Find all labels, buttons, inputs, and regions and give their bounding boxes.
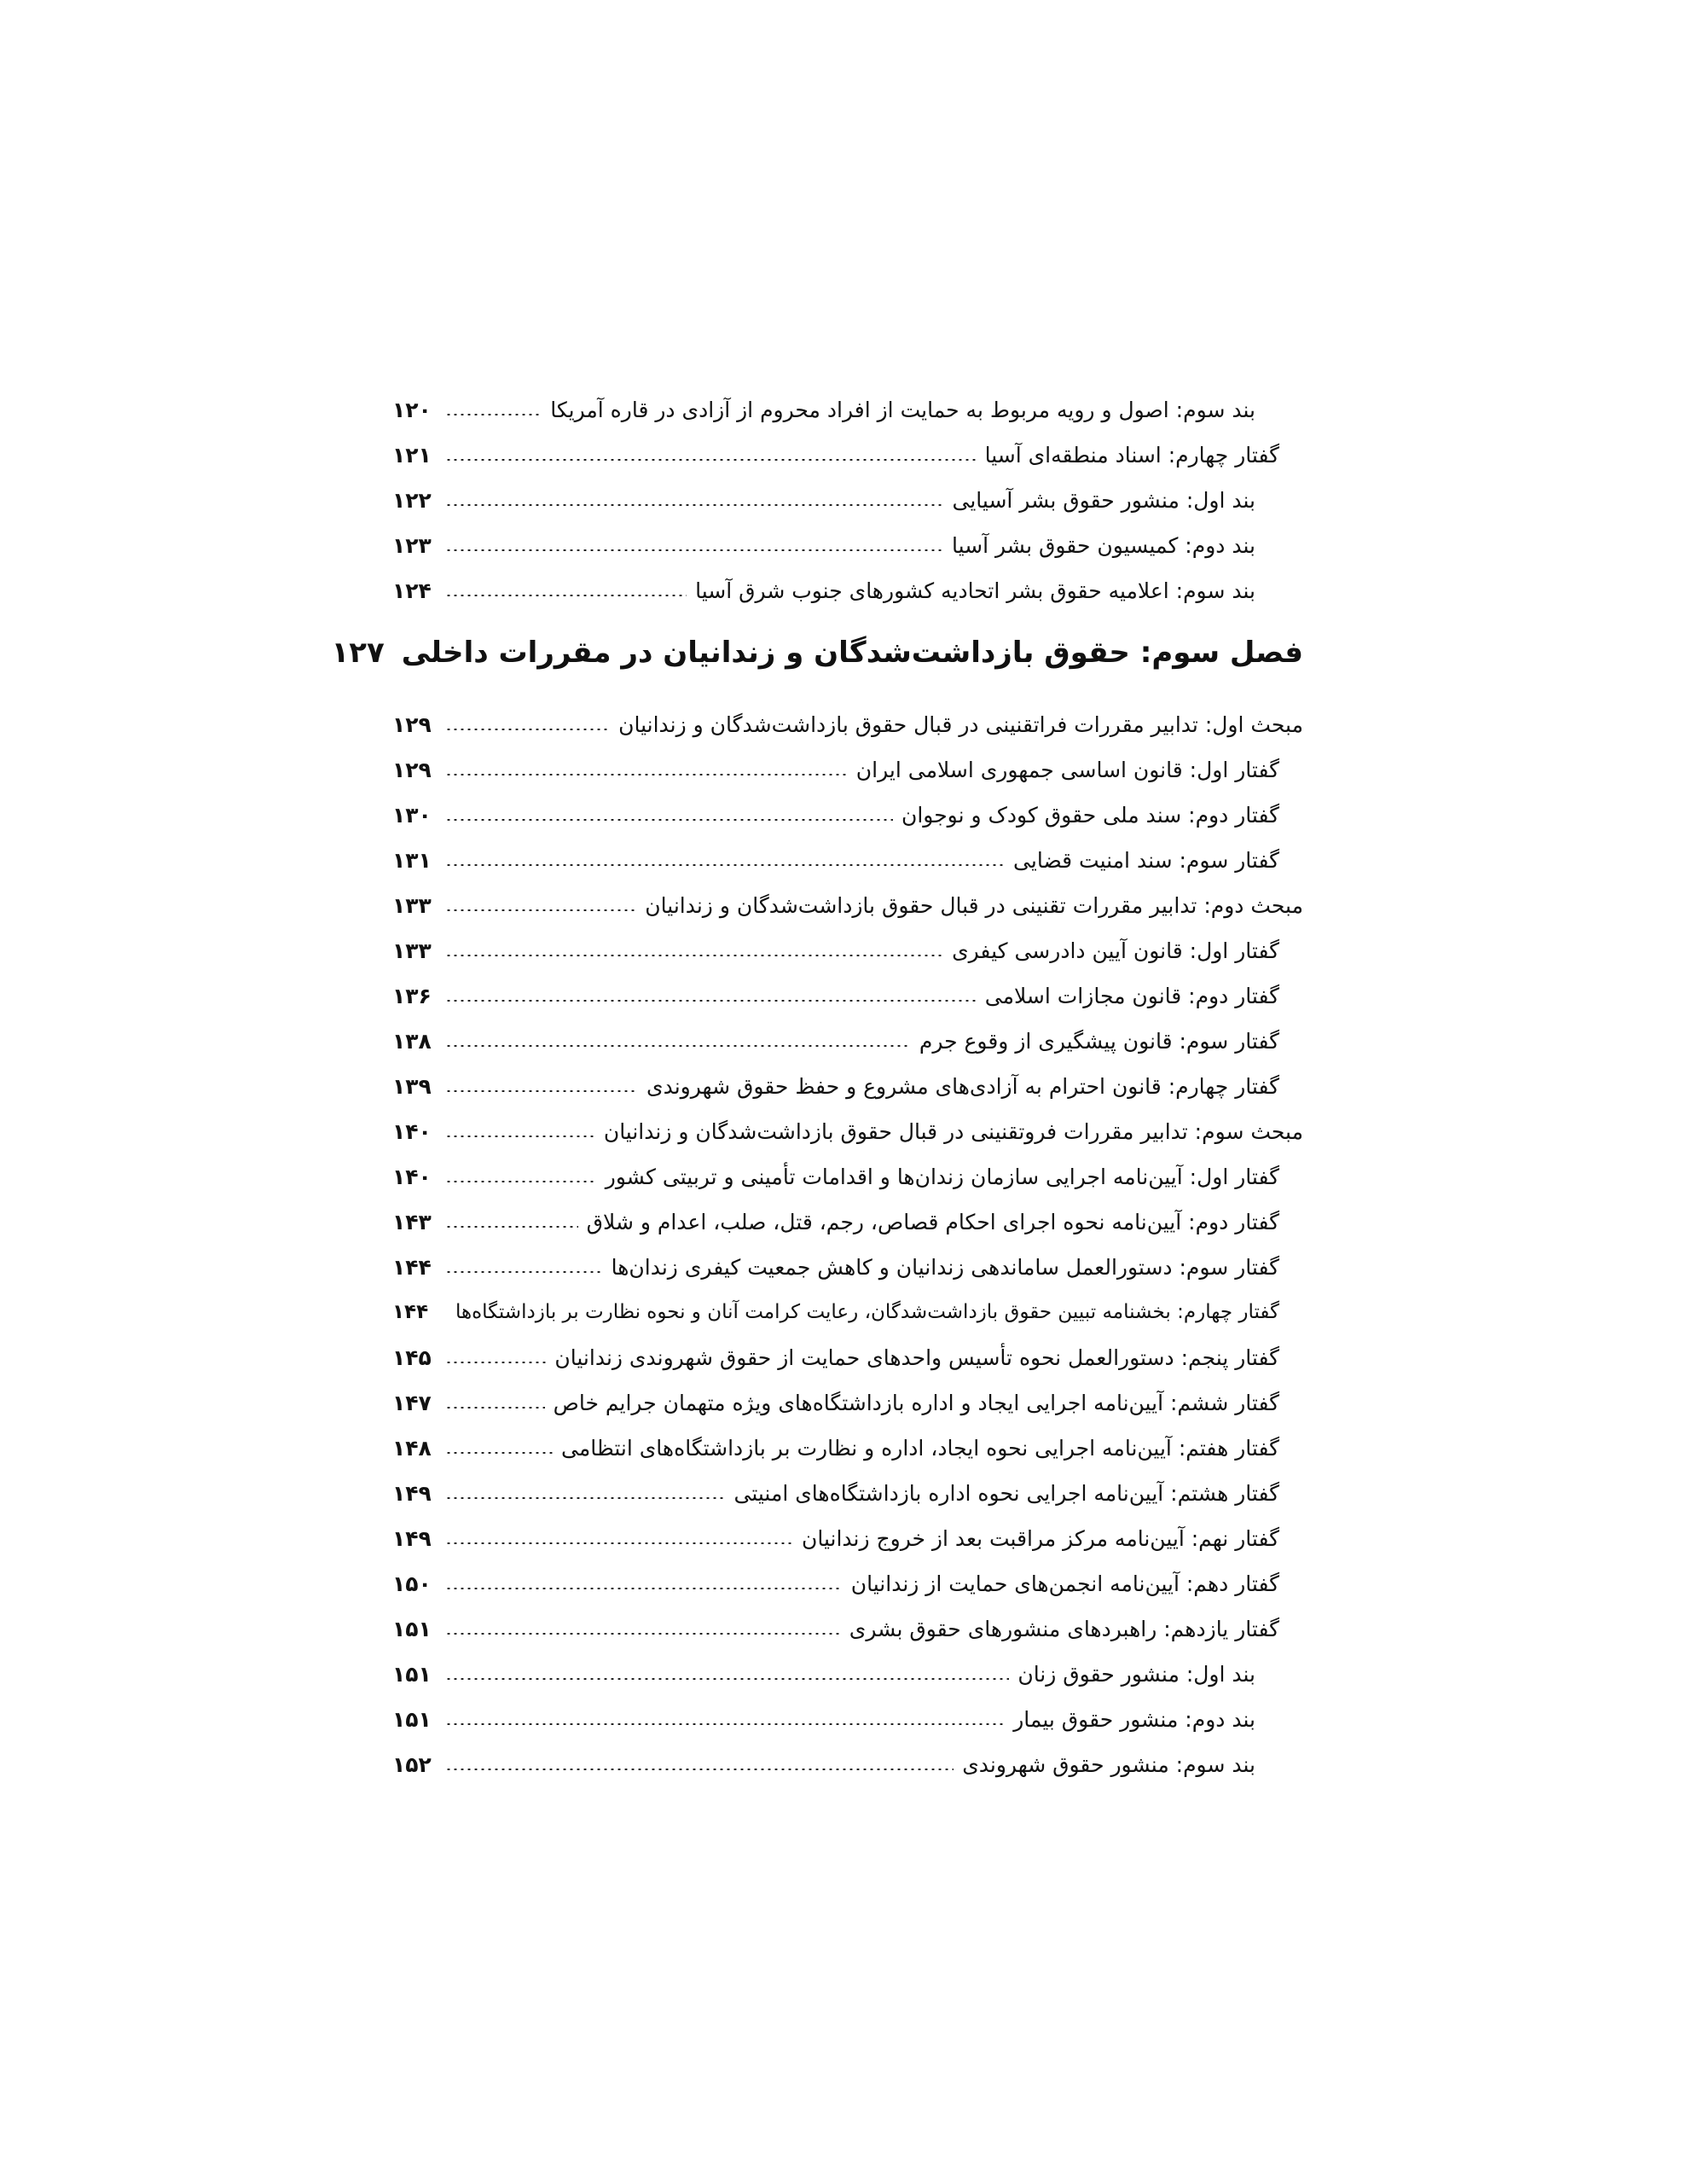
- toc-dot-leader: [445, 1678, 1009, 1680]
- toc-entry: [392, 884, 1303, 926]
- toc-chapter-label: فصل سوم: حقوق بازداشت‌شدگان و زندانیان در مقررات داخلی: [401, 636, 1303, 670]
- toc-entry-label: گفتار اول: آیین‌نامه اجرایی سازمان زندان‌ها و اقدامات تأمینی و تربیتی کشور: [605, 1164, 1279, 1189]
- toc-entry: [392, 1065, 1303, 1107]
- toc-entry: [392, 703, 1303, 746]
- toc-dot-leader: [445, 1181, 597, 1182]
- toc-entry-page: ۱۵۱: [392, 1661, 432, 1687]
- toc-entry: [392, 929, 1303, 972]
- toc-entry-page: ۱۴۴: [392, 1254, 432, 1280]
- toc-dot-leader: [445, 864, 1005, 866]
- toc-entry-label: بند سوم: منشور حقوق شهروندی: [962, 1751, 1255, 1777]
- toc-entry-label: بند سوم: اعلامیه حقوق بشر اتحادیه کشورهای جنوب شرق آسیا: [695, 578, 1255, 603]
- toc-entry-page: ۱۴۵: [392, 1345, 432, 1370]
- toc-entry-label: گفتار سوم: قانون پیشگیری از وقوع جرم: [919, 1028, 1279, 1054]
- toc-entry-page: ۱۲۹: [392, 757, 432, 782]
- toc-entry-label: مبحث دوم: تدابیر مقررات تقنینی در قبال حقوق بازداشت‌شدگان و زندانیان: [645, 892, 1303, 918]
- toc-entry-page: ۱۳۸: [392, 1028, 432, 1054]
- toc-entry: [392, 1653, 1303, 1695]
- toc-entry: [392, 1517, 1303, 1560]
- toc-entry: [392, 1110, 1303, 1153]
- toc-entry-label: گفتار ششم: آیین‌نامه اجرایی ایجاد و اداره بازداشتگاه‌های ویژه متهمان جرایم خاص: [553, 1390, 1279, 1415]
- toc-dot-leader: [445, 1497, 725, 1499]
- toc-dot-leader: [445, 1136, 595, 1137]
- toc-entry-page: ۱۴۹: [392, 1480, 432, 1506]
- toc-dot-leader: [445, 1000, 977, 1002]
- toc-entry: [392, 1607, 1303, 1650]
- toc-entry-label: بند دوم: منشور حقوق بیمار: [1013, 1706, 1255, 1732]
- toc-dot-leader: [445, 1769, 954, 1770]
- toc-entry: [392, 1155, 1303, 1198]
- toc-entry-page: ۱۵۰: [392, 1571, 432, 1596]
- toc-entry: [392, 569, 1303, 612]
- toc-entry: [392, 1698, 1303, 1740]
- toc-entry-label: گفتار نهم: آیین‌نامه مرکز مراقبت بعد از خروج زندانیان: [802, 1525, 1279, 1551]
- toc-entry-label: گفتار دوم: سند ملی حقوق کودک و نوجوان: [901, 802, 1279, 828]
- toc-dot-leader: [445, 1271, 603, 1273]
- toc-entry-label: گفتار دوم: آیین‌نامه نحوه اجرای احکام قصاص، رجم، قتل، صلب، اعدام و شلاق: [586, 1209, 1279, 1234]
- toc-entry: [392, 1472, 1303, 1514]
- toc-entry-label: گفتار دهم: آیین‌نامه انجمن‌های حمایت از زندانیان: [850, 1571, 1279, 1596]
- toc-dot-leader: [445, 1362, 546, 1363]
- toc-dot-leader: [445, 414, 542, 415]
- toc-entry-label: مبحث اول: تدابیر مقررات فراتقنینی در قبال حقوق بازداشت‌شدگان و زندانیان: [618, 712, 1303, 737]
- toc-entry-label: بند دوم: کمیسیون حقوق بشر آسیا: [951, 532, 1255, 558]
- toc-entry-label: گفتار هفتم: آیین‌نامه اجرایی نحوه ایجاد، اداره و نظارت بر بازداشتگاه‌های انتظامی: [560, 1435, 1279, 1461]
- toc-entry-page: ۱۴۰: [392, 1164, 432, 1189]
- toc-entry-label: گفتار اول: قانون آیین دادرسی کیفری: [952, 938, 1279, 963]
- toc-entry-label: گفتار دوم: قانون مجازات اسلامی: [984, 983, 1279, 1008]
- toc-entry: [392, 839, 1303, 881]
- toc-entry: [392, 793, 1303, 836]
- toc-entry: [392, 1743, 1303, 1786]
- toc-entry-label: گفتار سوم: سند امنیت قضایی: [1013, 847, 1279, 873]
- toc-entry: [392, 433, 1303, 476]
- toc-dot-leader: [445, 504, 943, 506]
- toc-entry: [392, 1562, 1303, 1605]
- toc-entry: [392, 524, 1303, 566]
- toc-entry-label: گفتار پنجم: دستورالعمل نحوه تأسیس واحدهای حمایت از حقوق شهروندی زندانیان: [554, 1345, 1279, 1370]
- toc-entry: [392, 388, 1303, 431]
- toc-entry-page: ۱۳۳: [392, 892, 432, 918]
- toc-dot-leader: [445, 819, 893, 821]
- toc-dot-leader: [445, 774, 848, 775]
- toc-entry-label: گفتار اول: قانون اساسی جمهوری اسلامی ایران: [855, 757, 1279, 782]
- toc-entry-page: ۱۴۰: [392, 1118, 432, 1144]
- toc-entry-page: ۱۴۳: [392, 1209, 432, 1234]
- toc-entry: [392, 1336, 1303, 1379]
- toc-entry-page: ۱۲۰: [392, 397, 432, 422]
- toc-entry: [392, 1200, 1303, 1243]
- toc-dot-leader: [445, 1723, 1005, 1725]
- toc-dot-leader: [445, 1045, 911, 1047]
- toc-dot-leader: [445, 595, 687, 596]
- toc-entry-label: گفتار چهارم: بخشنامه تبیین حقوق بازداشت‌شدگان، رعایت کرامت آنان و نحوه نظارت بر بازداشتگاه‌ها: [455, 1301, 1279, 1323]
- toc-entry-label: گفتار یازدهم: راهبردهای منشورهای حقوق بشری: [849, 1616, 1279, 1641]
- toc-chapter-page: ۱۲۷: [331, 636, 385, 670]
- toc-dot-leader: [445, 1542, 793, 1544]
- toc-entry-label: بند سوم: اصول و رویه مربوط به حمایت از افراد محروم از آزادی در قاره آمریکا: [550, 397, 1255, 422]
- toc-entry-label: گفتار هشتم: آیین‌نامه اجرایی نحوه اداره بازداشتگاه‌های امنیتی: [733, 1480, 1279, 1506]
- toc-entry: [392, 1291, 1303, 1333]
- toc-entry: [392, 1019, 1303, 1062]
- toc-entry-page: ۱۴۴: [392, 1301, 429, 1323]
- toc-entry-label: بند اول: منشور حقوق بشر آسیایی: [952, 487, 1255, 513]
- toc-entry-page: ۱۴۹: [392, 1525, 432, 1551]
- toc-dot-leader: [445, 1316, 447, 1318]
- toc-entry-page: ۱۳۱: [392, 847, 432, 873]
- toc-entry: [392, 1381, 1303, 1424]
- toc-entry-label: مبحث سوم: تدابیر مقررات فروتقنینی در قبال حقوق بازداشت‌شدگان و زندانیان: [603, 1118, 1303, 1144]
- toc-entry-label: گفتار سوم: دستورالعمل ساماندهی زندانیان و کاهش جمعیت کیفری زندان‌ها: [611, 1254, 1279, 1280]
- toc-entry: [392, 1246, 1303, 1288]
- toc-dot-leader: [445, 1588, 843, 1589]
- toc-entry-label: بند اول: منشور حقوق زنان: [1017, 1661, 1255, 1687]
- toc-entry: [392, 479, 1303, 521]
- toc-dot-leader: [445, 1407, 545, 1409]
- toc-entry: [392, 748, 1303, 791]
- toc-entry: [392, 974, 1303, 1017]
- toc-entry-page: ۱۳۶: [392, 983, 432, 1008]
- toc-dot-leader: [445, 459, 977, 461]
- toc-chapter-heading: [331, 623, 1303, 682]
- toc-dot-leader: [445, 909, 636, 911]
- toc-entry-page: ۱۲۳: [392, 532, 432, 558]
- toc-dot-leader: [445, 1633, 841, 1635]
- toc-entry-page: ۱۴۷: [392, 1390, 432, 1415]
- toc-entry-page: ۱۲۹: [392, 712, 432, 737]
- toc-entry-page: ۱۲۲: [392, 487, 432, 513]
- toc-entry-page: ۱۵۲: [392, 1751, 432, 1777]
- toc-entry-page: ۱۴۸: [392, 1435, 432, 1461]
- toc-entry-page: ۱۳۳: [392, 938, 432, 963]
- toc-dot-leader: [445, 1452, 553, 1454]
- toc-entry-label: گفتار چهارم: قانون احترام به آزادی‌های مشروع و حفظ حقوق شهروندی: [646, 1073, 1279, 1099]
- toc-dot-leader: [445, 729, 610, 730]
- toc-entry-page: ۱۵۱: [392, 1616, 432, 1641]
- toc-entry-page: ۱۳۰: [392, 802, 432, 828]
- toc-entry: [392, 1426, 1303, 1469]
- toc-dot-leader: [445, 1226, 578, 1228]
- toc-entry-label: گفتار چهارم: اسناد منطقه‌ای آسیا: [984, 442, 1279, 468]
- toc-dot-leader: [445, 955, 943, 956]
- toc-entry-page: ۱۵۱: [392, 1706, 432, 1732]
- toc-dot-leader: [445, 1090, 638, 1092]
- toc-entry-page: ۱۲۱: [392, 442, 432, 468]
- toc-dot-leader: [445, 549, 943, 551]
- toc-entry-page: ۱۳۹: [392, 1073, 432, 1099]
- toc-entry-page: ۱۲۴: [392, 578, 432, 603]
